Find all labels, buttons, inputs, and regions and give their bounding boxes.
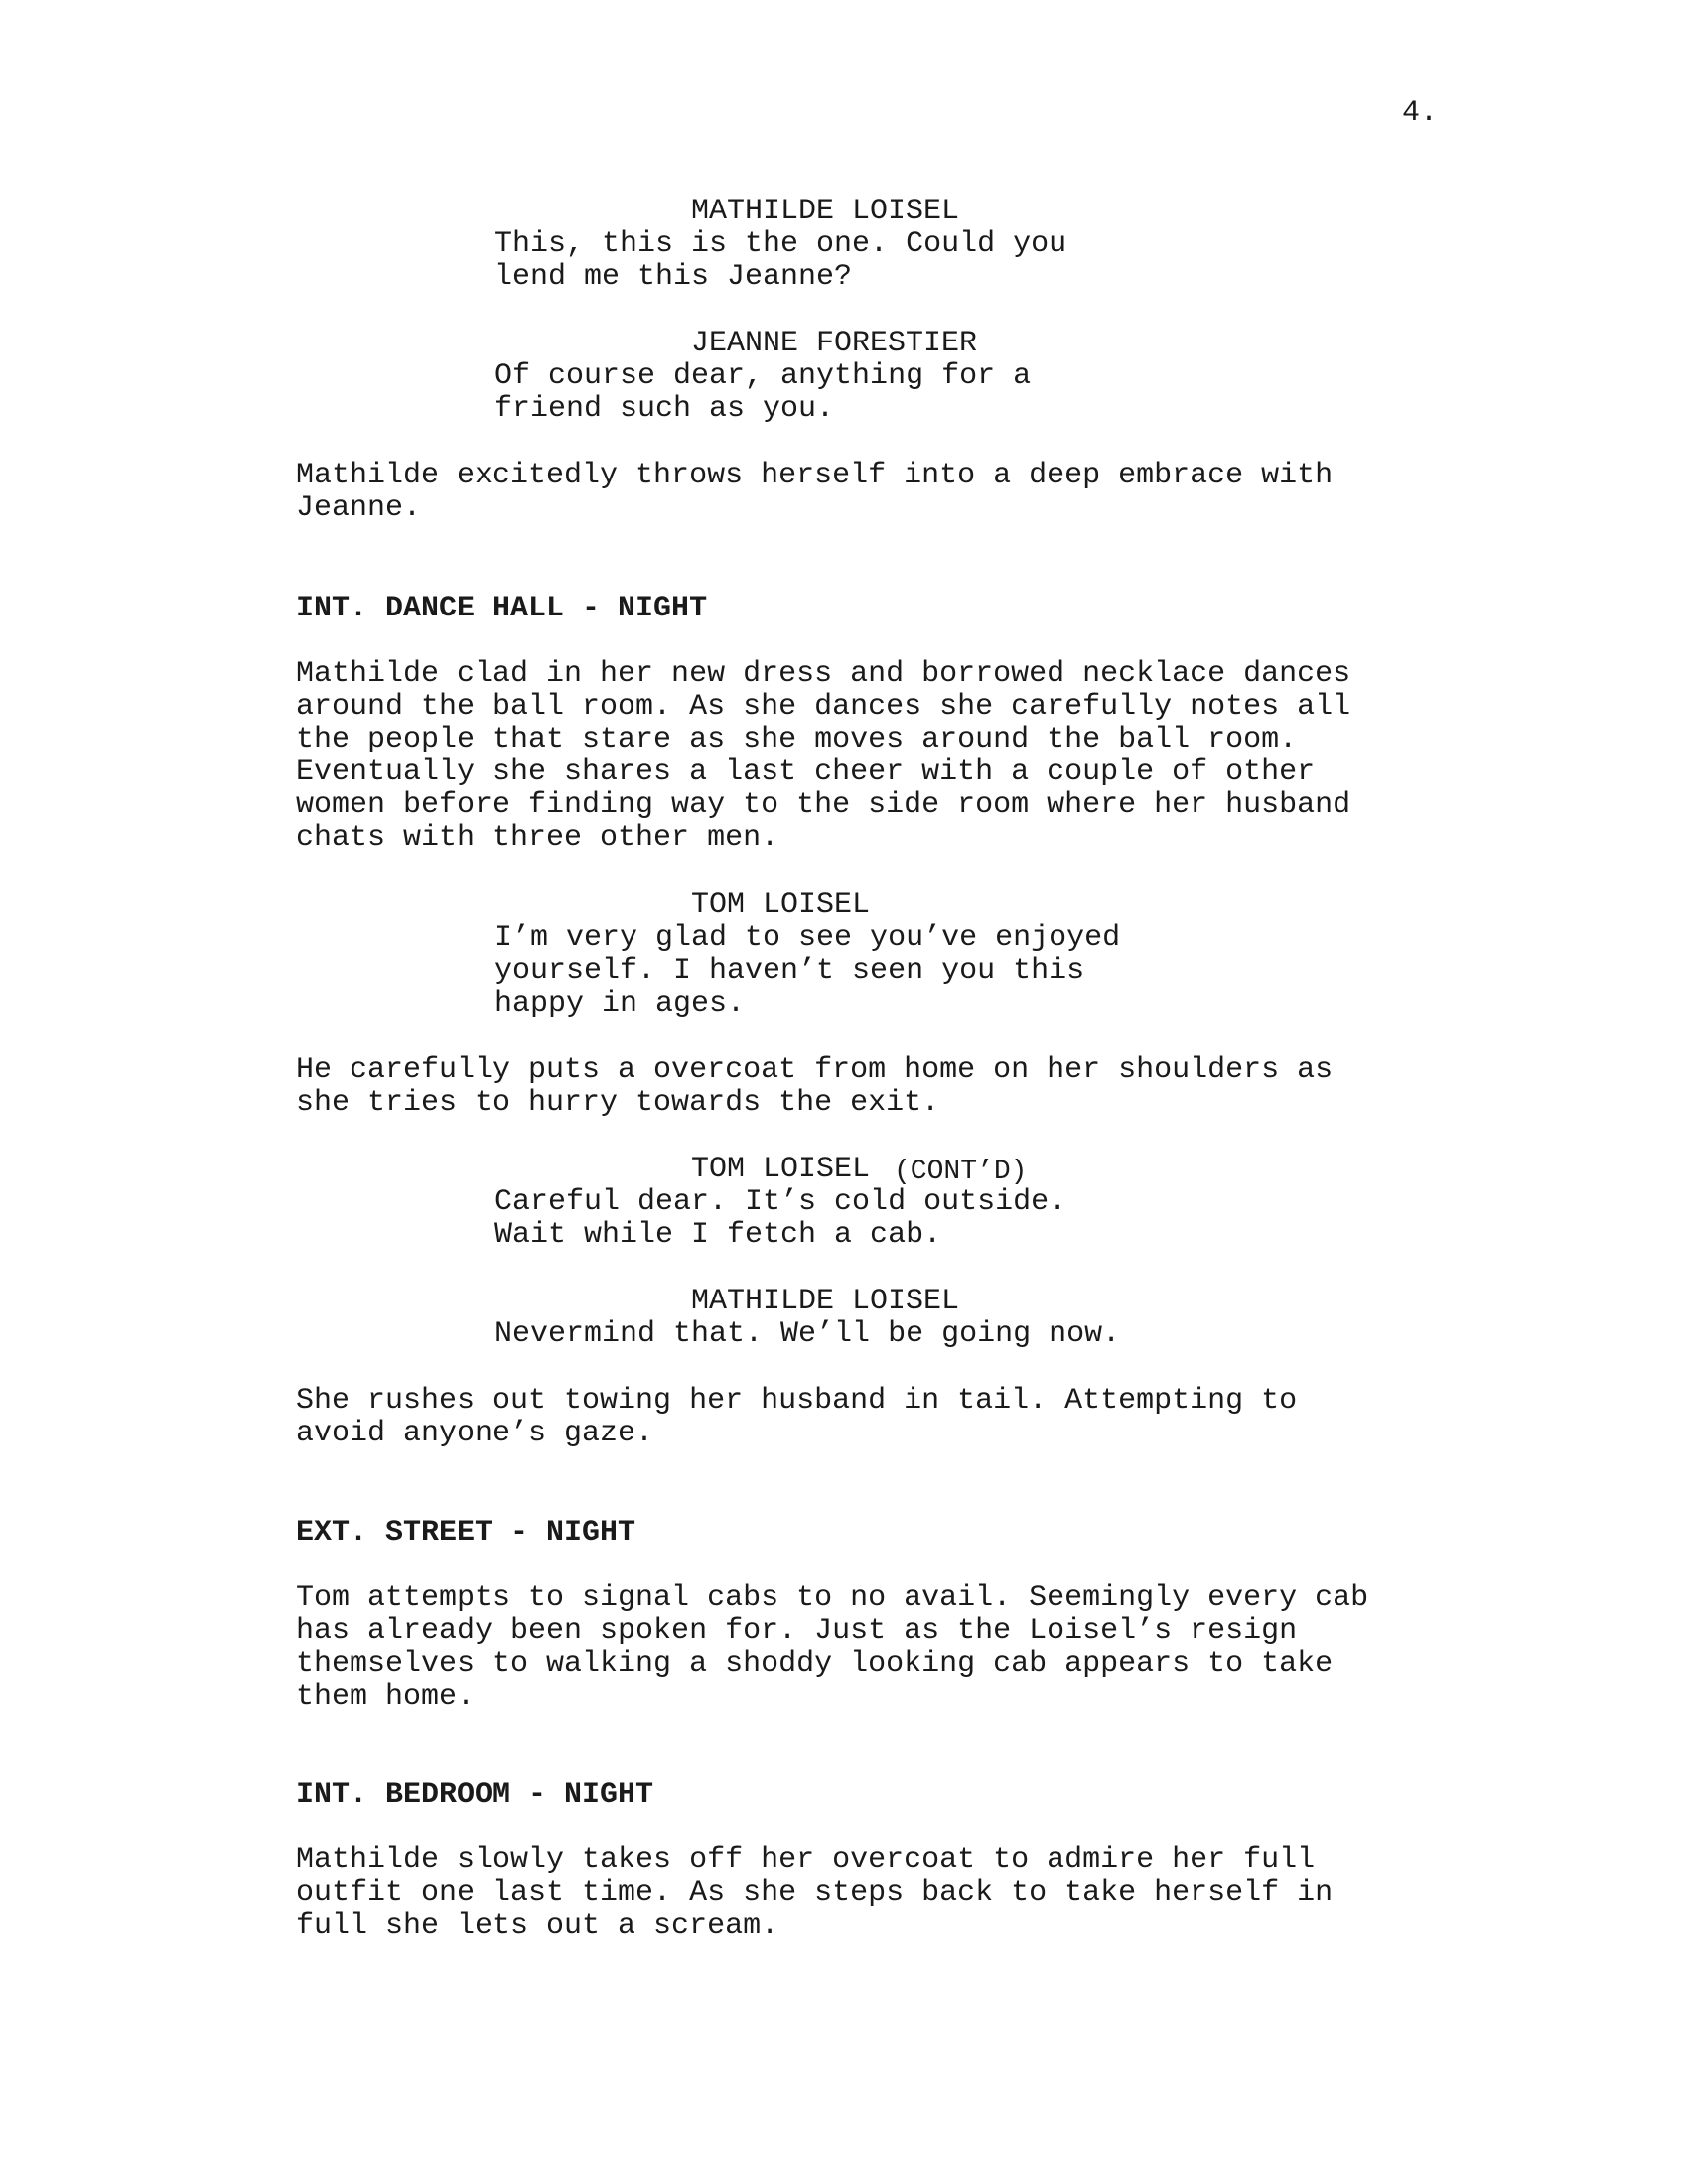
character-extension: (CONT’D): [894, 1157, 1028, 1187]
page-number: 4.: [1402, 96, 1439, 130]
action-line: around the ball room. As she dances she carefully notes all: [296, 690, 1351, 724]
dialogue-line: I’m very glad to see you’ve enjoyed: [494, 921, 1121, 955]
action-line: women before finding way to the side room where her husband: [296, 788, 1351, 822]
action-line: full she lets out a scream.: [296, 1909, 779, 1943]
dialogue-line: yourself. I haven’t seen you this: [494, 954, 1085, 988]
scene-heading: EXT. STREET - NIGHT: [296, 1516, 636, 1550]
dialogue-line: happy in ages.: [494, 987, 746, 1021]
action-line: the people that stare as she moves around the ball room.: [296, 723, 1298, 756]
character-cue: MATHILDE LOISEL: [691, 195, 960, 228]
scene-heading: INT. BEDROOM - NIGHT: [296, 1778, 654, 1812]
action-line: Tom attempts to signal cabs to no avail. Seemingly every cab: [296, 1581, 1369, 1615]
character-cue: TOM LOISEL: [691, 888, 871, 922]
action-line: Eventually she shares a last cheer with a couple of other: [296, 755, 1316, 789]
action-line: Jeanne.: [296, 491, 422, 525]
action-line: Mathilde slowly takes off her overcoat to admire her full: [296, 1843, 1316, 1877]
action-line: Mathilde clad in her new dress and borrowed necklace dances: [296, 657, 1351, 691]
character-cue: JEANNE FORESTIER: [691, 327, 978, 360]
action-line: She rushes out towing her husband in tail. Attempting to: [296, 1384, 1298, 1418]
action-line: avoid anyone’s gaze.: [296, 1417, 654, 1450]
action-line: them home.: [296, 1680, 476, 1713]
action-line: has already been spoken for. Just as the Loisel’s resign: [296, 1614, 1298, 1648]
action-line: she tries to hurry towards the exit.: [296, 1086, 940, 1120]
character-cue: TOM LOISEL: [691, 1153, 871, 1186]
action-line: chats with three other men.: [296, 821, 779, 855]
dialogue-line: Careful dear. It’s cold outside.: [494, 1185, 1067, 1219]
dialogue-line: Of course dear, anything for a: [494, 359, 1032, 393]
action-line: outfit one last time. As she steps back to take herself in: [296, 1876, 1334, 1910]
dialogue-line: friend such as you.: [494, 392, 835, 426]
action-line: themselves to walking a shoddy looking cab appears to take: [296, 1647, 1334, 1681]
dialogue-line: Wait while I fetch a cab.: [494, 1218, 942, 1252]
action-line: Mathilde excitedly throws herself into a deep embrace with: [296, 459, 1334, 492]
dialogue-line: Nevermind that. We’ll be going now.: [494, 1317, 1121, 1351]
dialogue-line: lend me this Jeanne?: [494, 260, 853, 294]
character-cue: MATHILDE LOISEL: [691, 1285, 960, 1318]
scene-heading: INT. DANCE HALL - NIGHT: [296, 592, 708, 625]
action-line: He carefully puts a overcoat from home on her shoulders as: [296, 1053, 1334, 1087]
dialogue-line: This, this is the one. Could you: [494, 227, 1067, 261]
